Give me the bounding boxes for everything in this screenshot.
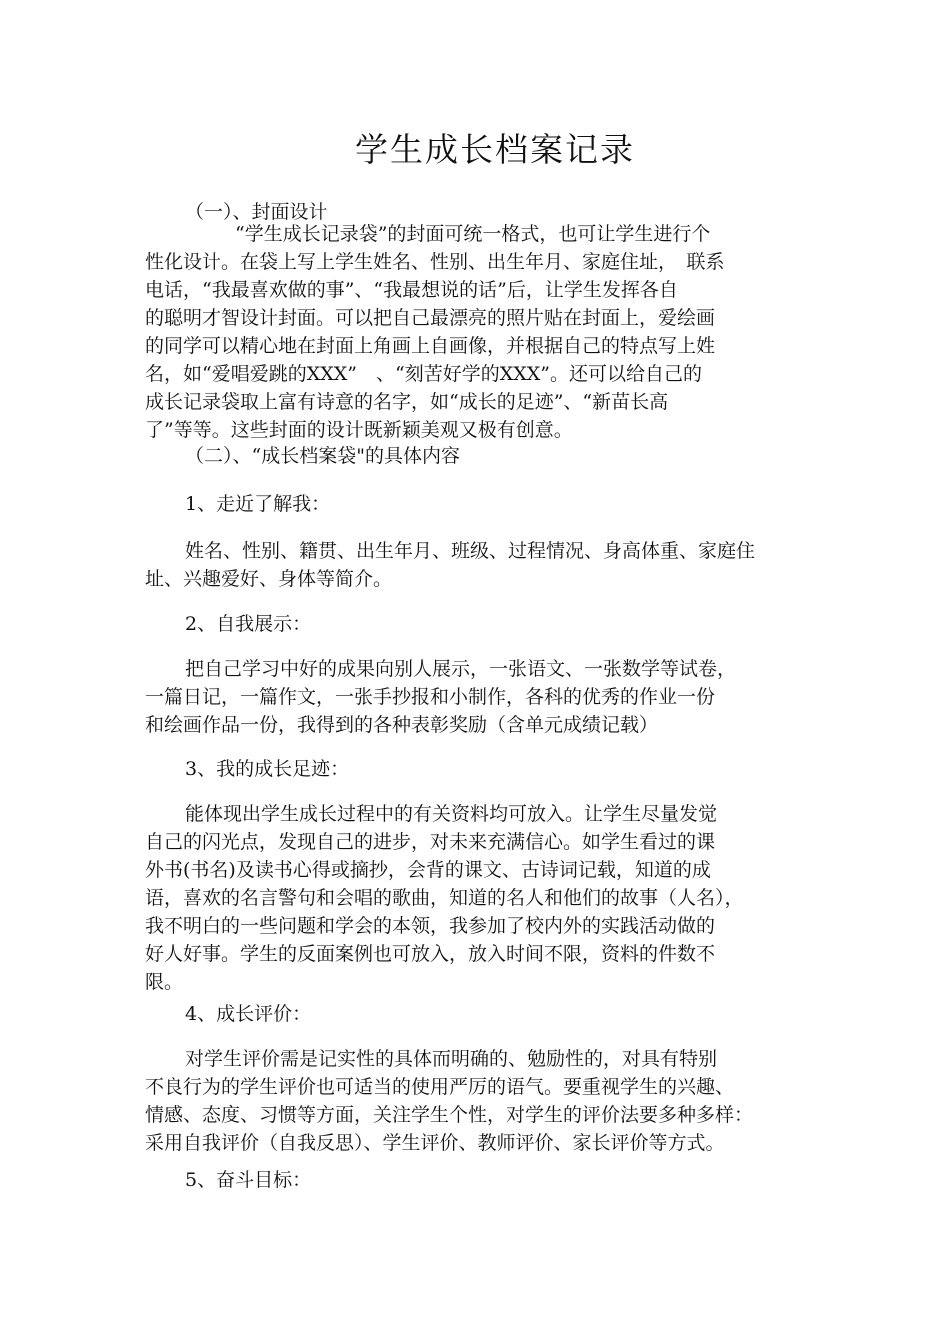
body-line: 一篇日记，一篇作文，一张手抄报和小制作，各科的优秀的作业一份	[145, 686, 716, 708]
item1-heading	[145, 490, 815, 518]
body-line: 我不明白的一些问题和学会的本领，我参加了校内外的实践活动做的	[145, 915, 716, 937]
body-line: 电话，“我最喜欢做的事”、“我最想说的话”后，让学生发挥各自	[145, 279, 678, 301]
body-line: 址、兴趣爱好、身体等简介。	[145, 568, 393, 590]
body-line: 情感、态度、习惯等方面，关注学生个性，对学生的评价法要多种多样：	[145, 1104, 754, 1126]
item5-heading	[145, 1166, 815, 1194]
item-heading-text: 4、成长评价：	[185, 1003, 312, 1025]
body-line: 能体现出学生成长过程中的有关资料均可放入。让学生尽量发觉	[185, 803, 718, 825]
body-line: 限。	[145, 971, 184, 993]
body-line: 采用自我评价（自我反思）、学生评价、教师评价、家长评价等方式。	[145, 1132, 725, 1154]
body-line: 姓名、性别、籍贯、出生年月、班级、过程情况、身高体重、家庭住	[185, 540, 756, 562]
item1-body	[145, 537, 815, 593]
section1-heading-text: （一）、封面设计	[185, 201, 328, 223]
item2-heading	[145, 610, 815, 638]
body-line: “学生成长记录袋”的封面可统一格式，也可让学生进行个	[235, 223, 711, 245]
section2-heading	[145, 442, 815, 470]
body-line: 了”等等。这些封面的设计既新颖美观又极有创意。	[145, 419, 573, 441]
body-line: 成长记录袋取上富有诗意的名字，如“成长的足迹”、“新苗长高	[145, 391, 669, 413]
body-line: 对学生评价需是记实性的具体而明确的、勉励性的，对具有特别	[185, 1048, 718, 1070]
body-line: 的聪明才智设计封面。可以把自己最漂亮的照片贴在封面上，爱绘画	[145, 307, 716, 329]
body-line: 不良行为的学生评价也可适当的使用严厉的语气。要重视学生的兴趣、	[145, 1076, 735, 1098]
body-line: 的同学可以精心地在封面上角画上自画像，并根据自己的特点写上姓	[145, 335, 716, 357]
body-line: 把自己学习中好的成果向别人展示，一张语文、一张数学等试卷，	[185, 658, 737, 680]
body-line: 外书(书名)及读书心得或摘抄，会背的课文、古诗词记载，知道的成	[145, 859, 711, 881]
item-heading-text: 2、自我展示：	[185, 613, 312, 635]
body-line: 自己的闪光点，发现自己的进步，对未来充满信心。如学生看过的课	[145, 831, 716, 853]
item-heading-text: 5、奋斗目标：	[185, 1169, 312, 1191]
item-heading-text: 1、走近了解我：	[185, 493, 331, 515]
item4-body	[145, 1045, 815, 1157]
item3-body	[145, 800, 815, 996]
body-line: 和绘画作品一份，我得到的各种表彰奖励（含单元成绩记载）	[145, 714, 659, 736]
document-title: 学生成长档案记录	[355, 130, 635, 169]
item3-heading	[145, 755, 815, 783]
body-line: 语，喜欢的名言警句和会唱的歌曲，知道的名人和他们的故事（人名），	[145, 887, 744, 909]
body-line: 性化设计。在袋上写上学生姓名、性别、出生年月、家庭住址， 联系	[145, 251, 725, 273]
section1-body	[145, 220, 815, 444]
body-line: 名，如“爱唱爱跳的XXX” 、“刻苦好学的XXX”。还可以给自己的	[145, 363, 703, 385]
item4-heading	[145, 1000, 815, 1028]
item-heading-text: 3、我的成长足迹：	[185, 758, 350, 780]
section2-heading-text: （二）、“成长档案袋"的具体内容	[185, 445, 460, 467]
body-line: 好人好事。学生的反面案例也可放入，放入时间不限，资料的件数不	[145, 943, 716, 965]
item2-body	[145, 655, 815, 739]
